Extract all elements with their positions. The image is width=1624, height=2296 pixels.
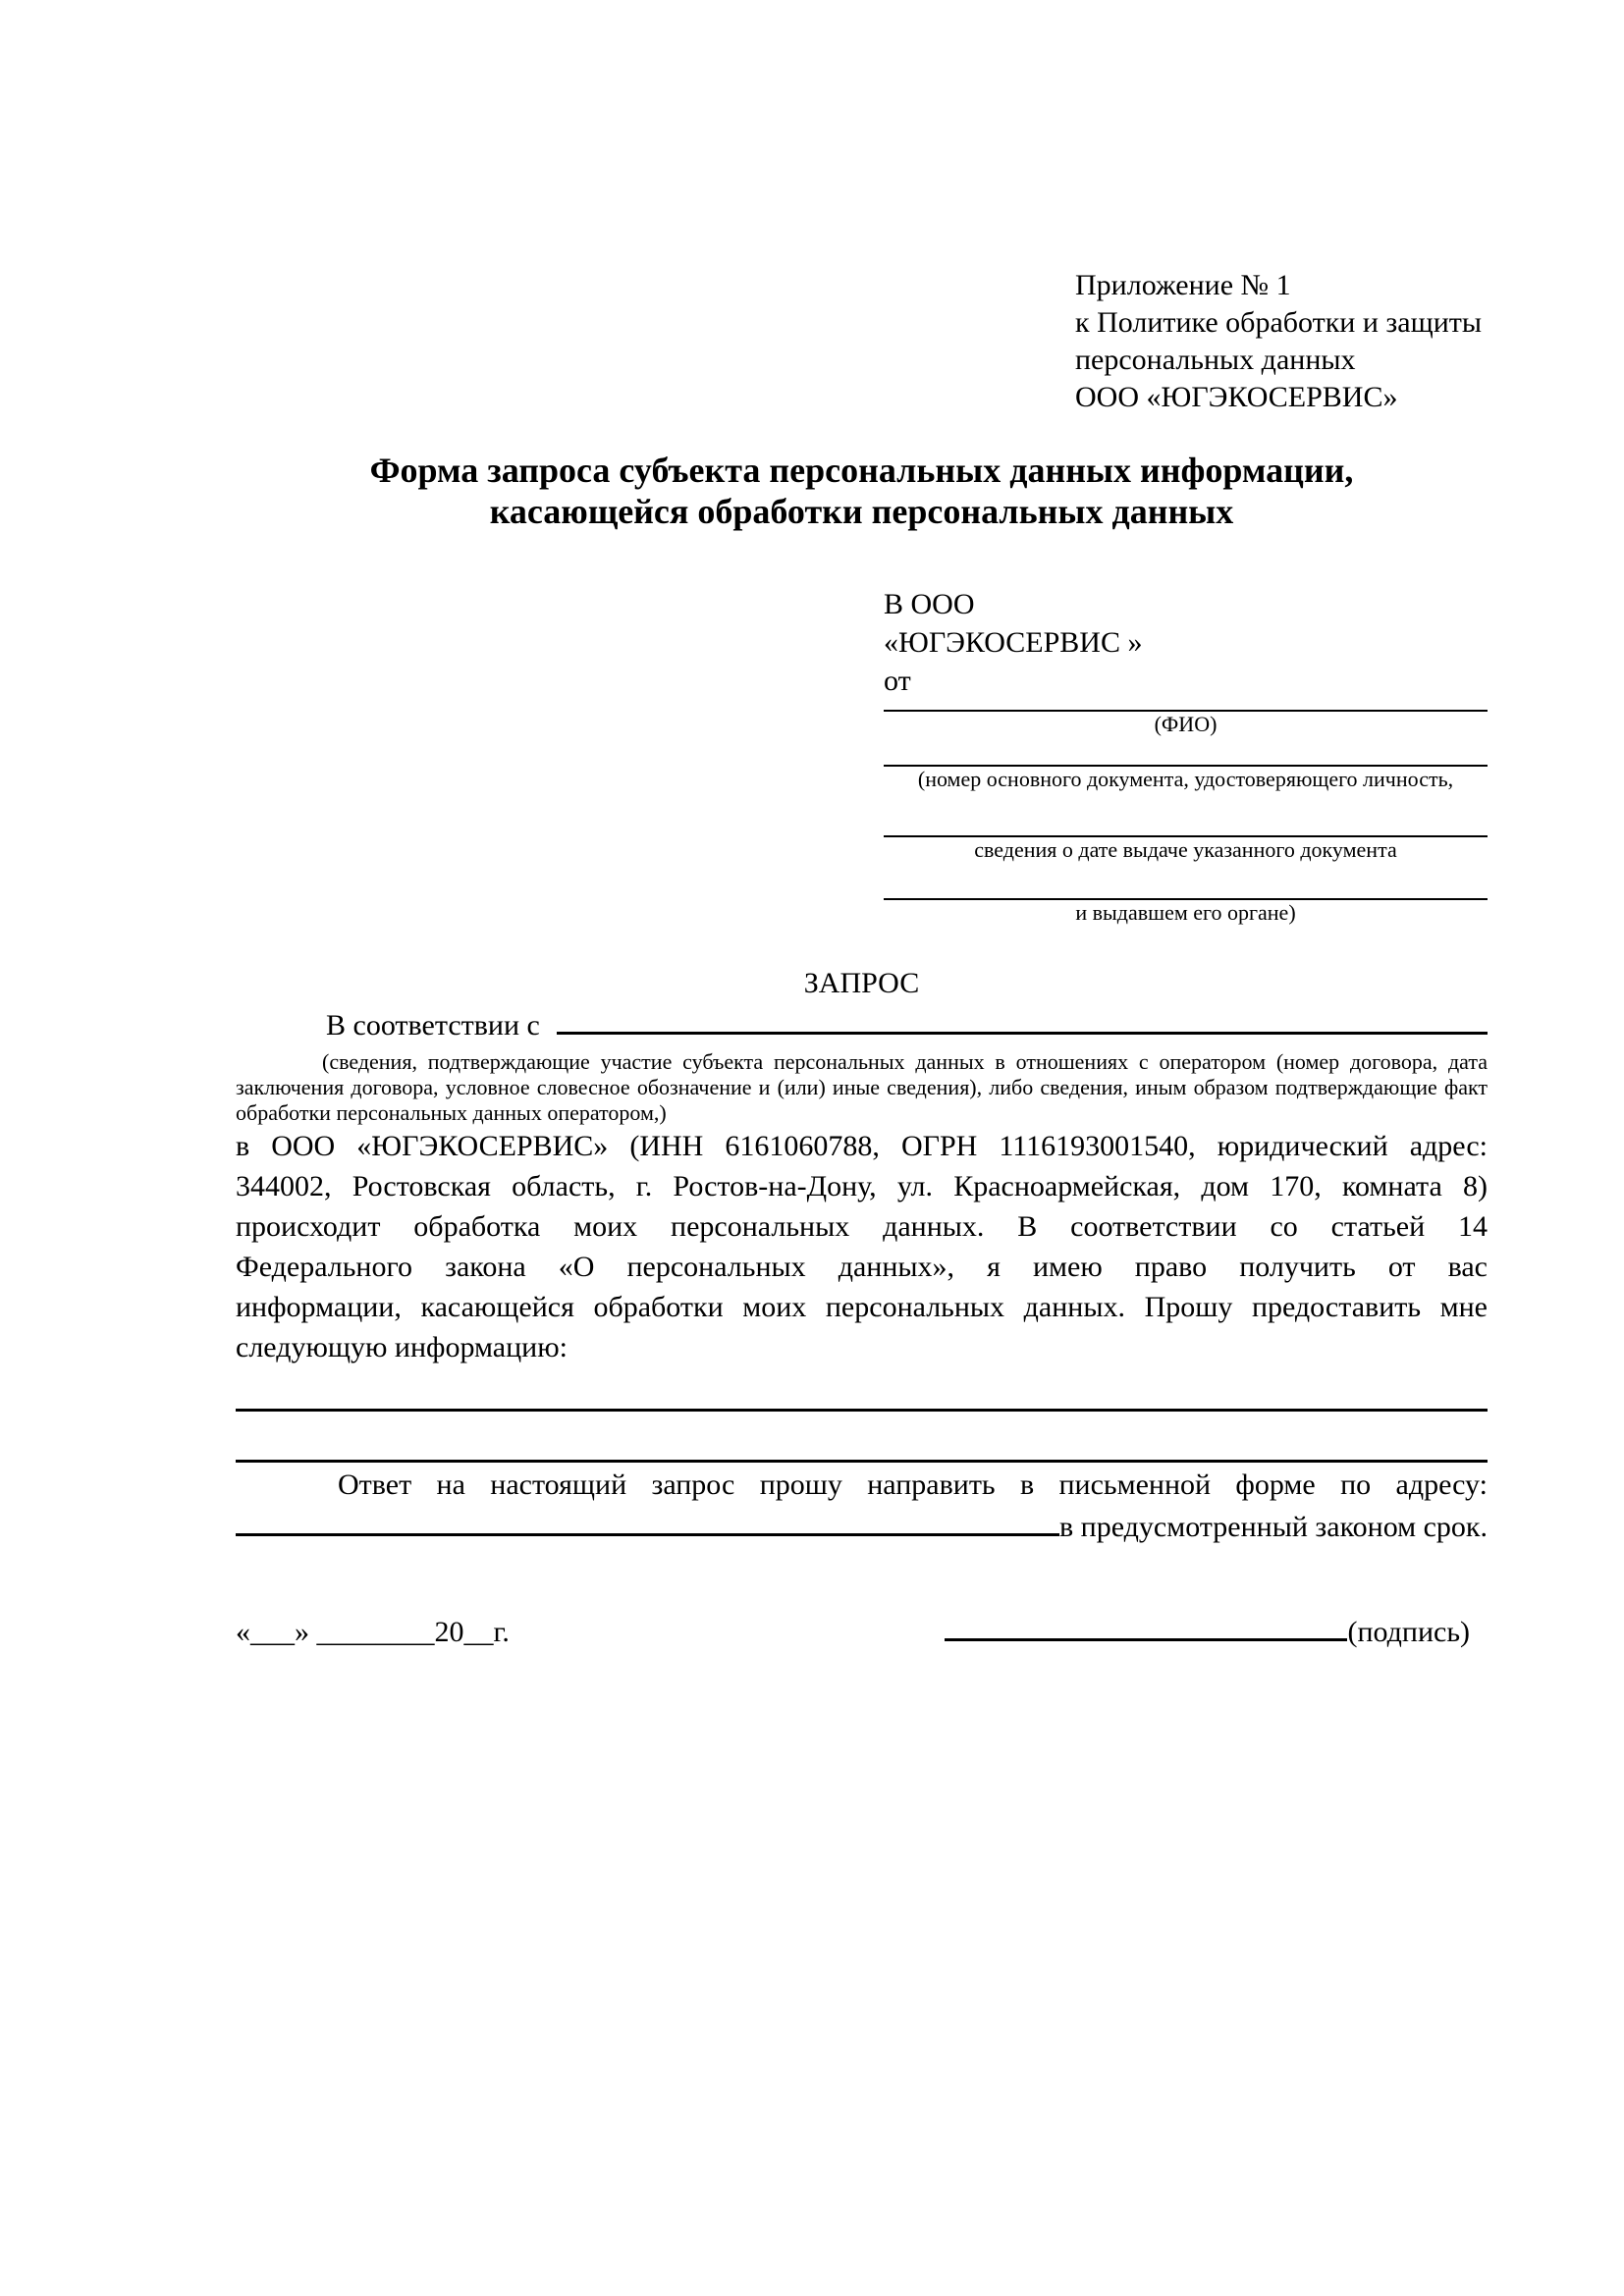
footnote-line: заключения договора, условное словесное обозначение и (или) иные сведения), либо сведения, иным образом подтверждающие факт <box>236 1075 1488 1099</box>
body-line: 344002, Ростовская область, г. Ростов-на-Дону, ул. Красноармейская, дом 170, комната 8) <box>236 1170 1488 1202</box>
document-title-line: касающейся обработки персональных данных <box>489 492 1234 531</box>
signature-group <box>945 1612 1470 1652</box>
addressee-line: В ООО <box>884 588 975 620</box>
addressee-line: от <box>884 665 911 697</box>
fio-fill-in-line <box>884 700 1488 712</box>
footnote-line: обработки персональных данных оператором,) <box>236 1100 667 1125</box>
document-title <box>236 450 1488 532</box>
signature-fill-in-line <box>945 1612 1347 1641</box>
information-fill-in-line <box>236 1412 1488 1463</box>
appendix-header-line: персональных данных <box>1075 344 1356 376</box>
basis-fill-in-line <box>557 1003 1488 1035</box>
document-number-fill-in-line <box>884 737 1488 767</box>
answer-tail-text: в предусмотренный законом срок. <box>1059 1511 1488 1543</box>
addressee-line: «ЮГЭКОСЕРВИС » <box>884 626 1143 659</box>
field-caption-document-number: (номер основного документа, удостоверяющего личность, <box>917 767 1454 791</box>
appendix-header-line: ООО «ЮГЭКОСЕРВИС» <box>1075 381 1398 413</box>
field-caption-fio: (ФИО) <box>1154 712 1218 736</box>
document-title-line: Форма запроса субъекта персональных данных информации, <box>369 451 1354 490</box>
addressee-block <box>884 585 1488 926</box>
footer-row <box>236 1612 1488 1652</box>
field-caption-issue-date: сведения о дате выдаче указанного документа <box>974 837 1397 862</box>
address-fill-in-line <box>236 1505 1059 1536</box>
issuing-authority-fill-in-line <box>884 863 1488 900</box>
information-fill-in-line <box>236 1367 1488 1412</box>
appendix-header-line: к Политике обработки и защиты <box>1075 306 1483 339</box>
intro-prefix: В соответствии с <box>326 1009 548 1041</box>
date-line: «___» ________20__г. <box>236 1616 510 1648</box>
appendix-header <box>1075 267 1488 416</box>
body-paragraph <box>236 1126 1488 1367</box>
body-line: информации, касающейся обработки моих персональных данных. Прошу предоставить мне <box>236 1291 1488 1323</box>
body-line: следующую информацию: <box>236 1331 568 1363</box>
request-heading: ЗАПРОС <box>803 967 920 999</box>
body-line: происходит обработка моих персональных данных. В соответствии со статьей 14 <box>236 1210 1488 1243</box>
footnote <box>236 1049 1488 1126</box>
answer-line: Ответ на настоящий запрос прошу направить в письменной форме по адресу: <box>338 1468 1488 1501</box>
answer-address-row <box>236 1505 1488 1547</box>
footnote-line: (сведения, подтверждающие участие субъекта персональных данных в отношениях с оператором (номер договора, дата <box>322 1049 1488 1074</box>
appendix-header-line: Приложение № 1 <box>1075 269 1291 301</box>
signature-caption: (подпись) <box>1347 1616 1470 1648</box>
body-line: в ООО «ЮГЭКОСЕРВИС» (ИНН 6161060788, ОГРН 1116193001540, юридический адрес: <box>236 1130 1488 1162</box>
field-caption-issuing-authority: и выдавшем его органе) <box>1075 900 1296 925</box>
issue-date-fill-in-line <box>884 792 1488 837</box>
body-line: Федерального закона «О персональных данных», я имею право получить от вас <box>236 1251 1488 1283</box>
intro-line <box>236 1003 1488 1045</box>
